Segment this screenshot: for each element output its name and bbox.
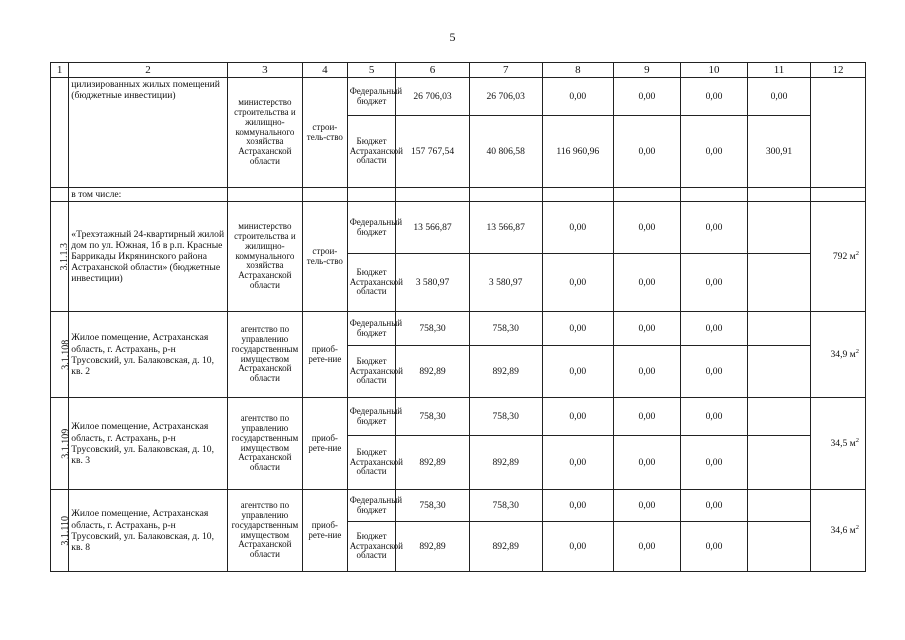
value-cell xyxy=(748,254,811,312)
area-cell: 34,5 $м^2$ xyxy=(811,398,866,490)
column-header: 9 xyxy=(613,63,680,78)
type-cell: строи-тель-ство xyxy=(302,202,347,312)
agency-cell: министерство строительства и жилищно-коммунального хозяйства Астраханской области xyxy=(227,202,302,312)
item-code: 3.1.110 xyxy=(51,490,69,572)
value-cell: 0,00 xyxy=(542,522,613,572)
agency-cell: министерство строительства и жилищно-коммунального хозяйства Астраханской области xyxy=(227,78,302,188)
type-cell: приоб-рете-ние xyxy=(302,312,347,398)
object-name: Жилое помещение, Астраханская область, г. Астрахань, р-н Трусовский, ул. Балаковская, д. 10, кв. 8 xyxy=(69,490,228,572)
value-cell: 13 566,87 xyxy=(396,202,469,254)
value-cell: 157 767,54 xyxy=(396,116,469,188)
value-cell: 0,00 xyxy=(542,202,613,254)
fund-source: Бюджет Астраханской области xyxy=(347,346,396,398)
fund-source: Бюджет Астраханской области xyxy=(347,522,396,572)
column-header: 3 xyxy=(227,63,302,78)
value-cell: 0,00 xyxy=(613,346,680,398)
value-cell xyxy=(748,490,811,522)
value-cell: 116 960,96 xyxy=(542,116,613,188)
value-cell: 0,00 xyxy=(613,490,680,522)
fund-source: Бюджет Астраханской области xyxy=(347,116,396,188)
value-cell: 0,00 xyxy=(680,78,747,116)
value-cell xyxy=(748,202,811,254)
value-cell: 0,00 xyxy=(542,490,613,522)
table-row xyxy=(51,490,866,522)
value-cell: 0,00 xyxy=(680,202,747,254)
value-cell: 0,00 xyxy=(680,254,747,312)
value-cell: 300,91 xyxy=(748,116,811,188)
value-cell: 40 806,58 xyxy=(469,116,542,188)
value-cell: 13 566,87 xyxy=(469,202,542,254)
object-name: «Трехэтажный 24-квартирный жилой дом по ул. Южная, 1б в р.п. Красные Баррикады Икрянинского района Астраханской области» (бюджетные инвестиции) xyxy=(69,202,228,312)
value-cell: 0,00 xyxy=(613,522,680,572)
column-header: 1 xyxy=(51,63,69,78)
value-cell xyxy=(748,312,811,346)
value-cell: 0,00 xyxy=(613,312,680,346)
table-row xyxy=(51,78,866,116)
value-cell: 0,00 xyxy=(542,436,613,490)
value-cell xyxy=(748,436,811,490)
value-cell: 0,00 xyxy=(748,78,811,116)
column-header: 4 xyxy=(302,63,347,78)
column-header: 12 xyxy=(811,63,866,78)
value-cell: 758,30 xyxy=(469,398,542,436)
column-header: 7 xyxy=(469,63,542,78)
value-cell: 0,00 xyxy=(613,254,680,312)
value-cell: 3 580,97 xyxy=(469,254,542,312)
column-header: 5 xyxy=(347,63,396,78)
value-cell: 0,00 xyxy=(542,398,613,436)
value-cell: 892,89 xyxy=(396,522,469,572)
item-code: 3.1.1.3 xyxy=(51,202,69,312)
fund-source: Федеральный бюджет xyxy=(347,398,396,436)
value-cell: 0,00 xyxy=(613,436,680,490)
area-cell xyxy=(811,78,866,188)
table-row xyxy=(51,398,866,436)
area-cell: 34,6 $м^2$ xyxy=(811,490,866,572)
page-number: 5 xyxy=(449,30,456,44)
table-row xyxy=(51,202,866,254)
value-cell: 0,00 xyxy=(680,116,747,188)
column-header: 10 xyxy=(680,63,747,78)
code-cell xyxy=(51,78,69,188)
value-cell: 892,89 xyxy=(469,346,542,398)
value-cell: 0,00 xyxy=(613,78,680,116)
subheading: в том числе: xyxy=(69,188,228,202)
value-cell: 0,00 xyxy=(613,202,680,254)
area-cell: 792 $м^2$ xyxy=(811,202,866,312)
code-cell xyxy=(51,188,69,202)
value-cell: 0,00 xyxy=(680,490,747,522)
value-cell: 0,00 xyxy=(542,312,613,346)
value-cell: 0,00 xyxy=(613,116,680,188)
value-cell: 0,00 xyxy=(680,346,747,398)
value-cell: 0,00 xyxy=(680,398,747,436)
value-cell: 758,30 xyxy=(469,490,542,522)
value-cell: 26 706,03 xyxy=(469,78,542,116)
column-header: 2 xyxy=(69,63,228,78)
object-name: цилизированных жилых помещений (бюджетные инвестиции) xyxy=(69,78,228,188)
value-cell xyxy=(748,398,811,436)
value-cell: 0,00 xyxy=(542,78,613,116)
item-code: 3.1.108 xyxy=(51,312,69,398)
table-row xyxy=(51,312,866,346)
fund-source: Бюджет Астраханской области xyxy=(347,436,396,490)
column-header: 6 xyxy=(396,63,469,78)
column-header: 11 xyxy=(748,63,811,78)
value-cell: 892,89 xyxy=(396,436,469,490)
fund-source: Федеральный бюджет xyxy=(347,490,396,522)
value-cell: 0,00 xyxy=(680,312,747,346)
object-name: Жилое помещение, Астраханская область, г. Астрахань, р-н Трусовский, ул. Балаковская, д. 10, кв. 2 xyxy=(69,312,228,398)
fund-source: Федеральный бюджет xyxy=(347,78,396,116)
agency-cell: агентство по управлению государственным имуществом Астраханской области xyxy=(227,398,302,490)
fund-source: Бюджет Астраханской области xyxy=(347,254,396,312)
value-cell xyxy=(748,522,811,572)
column-header: 8 xyxy=(542,63,613,78)
value-cell xyxy=(748,346,811,398)
value-cell: 0,00 xyxy=(680,522,747,572)
item-code: 3.1.109 xyxy=(51,398,69,490)
fund-source: Федеральный бюджет xyxy=(347,312,396,346)
value-cell: 758,30 xyxy=(469,312,542,346)
type-cell: строи-тель-ство xyxy=(302,78,347,188)
value-cell: 0,00 xyxy=(613,398,680,436)
value-cell: 3 580,97 xyxy=(396,254,469,312)
value-cell: 0,00 xyxy=(680,436,747,490)
fund-source: Федеральный бюджет xyxy=(347,202,396,254)
value-cell: 758,30 xyxy=(396,398,469,436)
type-cell: приоб-рете-ние xyxy=(302,398,347,490)
type-cell: приоб-рете-ние xyxy=(302,490,347,572)
area-cell: 34,9 $м^2$ xyxy=(811,312,866,398)
value-cell: 0,00 xyxy=(542,346,613,398)
value-cell: 26 706,03 xyxy=(396,78,469,116)
value-cell: 892,89 xyxy=(469,436,542,490)
budget-table xyxy=(50,62,866,572)
agency-cell: агентство по управлению государственным имуществом Астраханской области xyxy=(227,312,302,398)
value-cell: 758,30 xyxy=(396,490,469,522)
value-cell: 892,89 xyxy=(396,346,469,398)
value-cell: 0,00 xyxy=(542,254,613,312)
value-cell: 892,89 xyxy=(469,522,542,572)
object-name: Жилое помещение, Астраханская область, г. Астрахань, р-н Трусовский, ул. Балаковская, д. 10, кв. 3 xyxy=(69,398,228,490)
column-number-row xyxy=(51,63,866,78)
value-cell: 758,30 xyxy=(396,312,469,346)
table-row xyxy=(51,188,866,202)
agency-cell: агентство по управлению государственным имуществом Астраханской области xyxy=(227,490,302,572)
